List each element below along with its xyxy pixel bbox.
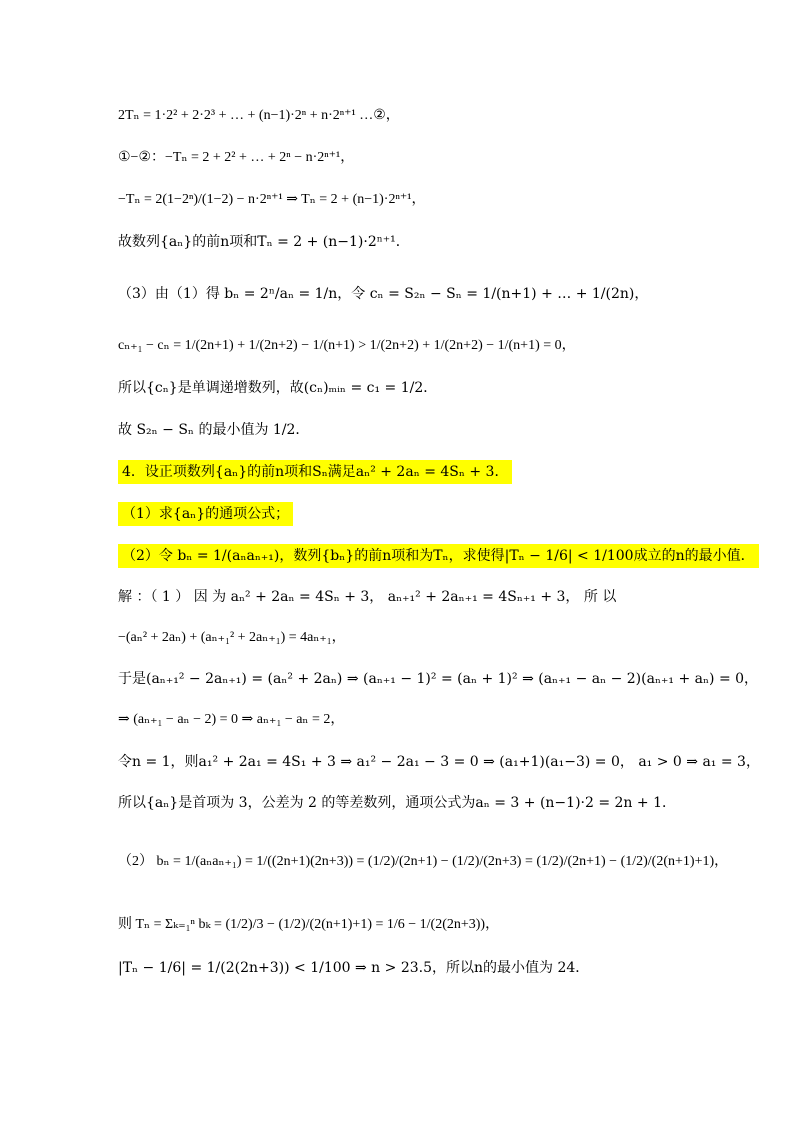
question-part-1: （1）求{aₙ}的通项公式； bbox=[118, 502, 293, 526]
question-part-2: （2）令 bₙ = 1/(aₙaₙ₊₁)，数列{bₙ}的前n项和为Tₙ，求使得|Tₙ − 1/6| < 1/100成立的n的最小值． bbox=[118, 544, 759, 568]
solution-line: （2） bₙ = 1/(aₙaₙ₊₁) = 1/((2n+1)(2n+3)) = (1/2)/(2n+1) − (1/2)/(2n+3) = (1/2)/(2n+1) − (1/2)/(2(n+1)+1)， bbox=[118, 854, 729, 869]
solution-line: 令n = 1，则a₁² + 2a₁ = 4S₁ + 3 ⇒ a₁² − 2a₁ − 3 = 0 ⇒ (a₁+1)(a₁−3) = 0， a₁ > 0 ⇒ a₁ = 3， bbox=[118, 754, 760, 770]
text-line: cₙ₊₁ − cₙ = 1/(2n+1) + 1/(2n+2) − 1/(n+1) > 1/(2n+2) + 1/(2n+2) − 1/(n+1) = 0， bbox=[118, 338, 576, 353]
solution-line: ⇒ (aₙ₊₁ − aₙ − 2) = 0 ⇒ aₙ₊₁ − aₙ = 2， bbox=[118, 712, 345, 727]
solution-line: 所以{aₙ}是首项为 3，公差为 2 的等差数列，通项公式为aₙ = 3 + (n−1)·2 = 2n + 1． bbox=[118, 795, 676, 811]
text-line: 2Tₙ = 1·2² + 2·2³ + … + (n−1)·2ⁿ + n·2ⁿ⁺¹ …②， bbox=[118, 108, 400, 123]
text-line: ①−②：−Tₙ = 2 + 2² + … + 2ⁿ − n·2ⁿ⁺¹， bbox=[118, 150, 355, 165]
solution-line: 则 Tₙ = Σₖ₌₁ⁿ bₖ = (1/2)/3 − (1/2)/(2(n+1)+1) = 1/6 − 1/(2(2n+3))， bbox=[118, 917, 500, 932]
solution-line: |Tₙ − 1/6| = 1/(2(2n+3)) < 1/100 ⇒ n > 23.5，所以n的最小值为 24． bbox=[118, 960, 590, 976]
text-line: −Tₙ = 2(1−2ⁿ)/(1−2) − n·2ⁿ⁺¹ ⇒ Tₙ = 2 + (n−1)·2ⁿ⁺¹， bbox=[118, 192, 426, 207]
text-line: （3）由（1）得 bₙ = 2ⁿ/aₙ = 1/n，令 cₙ = S₂ₙ − Sₙ = 1/(n+1) + … + 1/(2n)， bbox=[118, 286, 649, 302]
text-line: 故数列{aₙ}的前n项和Tₙ = 2 + (n−1)·2ⁿ⁺¹． bbox=[118, 234, 410, 250]
solution-line: 解 ：（ 1 ） 因 为 aₙ² + 2aₙ = 4Sₙ + 3， aₙ₊₁² + 2aₙ₊₁ = 4Sₙ₊₁ + 3， 所 以 bbox=[118, 589, 617, 605]
text-line: 所以{cₙ}是单调递增数列，故(cₙ)ₘᵢₙ = c₁ = 1/2． bbox=[118, 380, 438, 396]
question-title: 4．设正项数列{aₙ}的前n项和Sₙ满足aₙ² + 2aₙ = 4Sₙ + 3． bbox=[118, 460, 512, 484]
text-line: 故 S₂ₙ − Sₙ 的最小值为 1/2． bbox=[118, 422, 310, 438]
solution-line: −(aₙ² + 2aₙ) + (aₙ₊₁² + 2aₙ₊₁) = 4aₙ₊₁， bbox=[118, 630, 346, 645]
solution-line: 于是(aₙ₊₁² − 2aₙ₊₁) = (aₙ² + 2aₙ) ⇒ (aₙ₊₁ − 1)² = (aₙ + 1)² ⇒ (aₙ₊₁ − aₙ − 2)(aₙ₊₁ + aₙ) = 0， bbox=[118, 671, 759, 687]
